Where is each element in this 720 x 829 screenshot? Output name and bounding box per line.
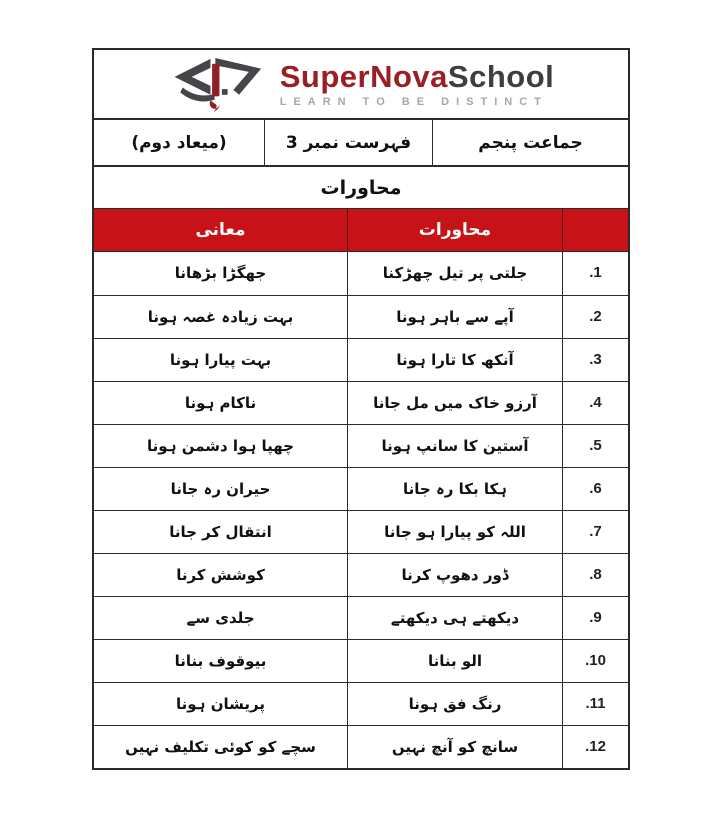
column-header-idioms: محاورات [347, 209, 562, 251]
table-row [94, 553, 628, 596]
idiom-cell: ڈور دھوپ کرنا [347, 554, 562, 596]
brand-tagline: LEARN TO BE DISTINCT [279, 95, 548, 108]
list-number-label: فہرست نمبر 3 [264, 120, 432, 165]
table-row [94, 381, 628, 424]
idiom-cell: ہکا بکا رہ جانا [347, 468, 562, 510]
row-number: .7 [562, 511, 628, 553]
row-number: .5 [562, 425, 628, 467]
brand-name [279, 58, 555, 94]
row-number: .9 [562, 597, 628, 639]
row-number: .8 [562, 554, 628, 596]
logo-band [94, 50, 628, 120]
meaning-cell: بیوقوف بنانا [174, 651, 267, 670]
table-row [94, 467, 628, 510]
table-row [94, 725, 628, 768]
meaning-cell: بہت زیادہ غصہ ہونا [147, 307, 294, 326]
meaning-cell: ناکام ہونا [184, 393, 257, 412]
brand-name-supernova: SuperNova [279, 58, 448, 94]
meaning-cell: پریشان ہونا [176, 694, 265, 713]
row-number: .11 [562, 683, 628, 725]
column-header-meanings: معانی [195, 220, 246, 240]
meaning-cell: حیران رہ جانا [170, 479, 271, 498]
row-number: .6 [562, 468, 628, 510]
column-header-number [562, 209, 628, 251]
class-label: جماعت پنجم [432, 120, 628, 165]
meaning-cell: چھپا ہوا دشمن ہونا [147, 436, 294, 455]
meaning-cell: انتقال کر جانا [169, 522, 272, 541]
meaning-cell: کوشش کرنا [176, 565, 265, 584]
term-label: (میعاد دوم) [131, 132, 227, 153]
graduation-cap-logo-icon [168, 54, 266, 116]
idiom-cell: اللہ کو پیارا ہو جانا [347, 511, 562, 553]
meaning-cell: بہت پیارا ہونا [169, 350, 272, 369]
row-number: .2 [562, 296, 628, 338]
row-number: .1 [562, 252, 628, 295]
table-row [94, 252, 628, 295]
row-number: .3 [562, 339, 628, 381]
table-header-row [94, 209, 628, 252]
table-row [94, 424, 628, 467]
meaning-cell: سچے کو کوئی تکلیف نہیں [125, 737, 316, 756]
table-row [94, 639, 628, 682]
idiom-cell: الو بنانا [347, 640, 562, 682]
idiom-cell: آرزو خاک میں مل جانا [347, 382, 562, 424]
brand-text-block [279, 58, 555, 108]
table-row [94, 682, 628, 725]
idiom-cell: رنگ فق ہونا [347, 683, 562, 725]
meaning-cell: جھگڑا بڑھانا [174, 264, 267, 283]
idiom-cell: آپے سے باہر ہونا [347, 296, 562, 338]
brand-name-school: School [447, 58, 555, 94]
table-row [94, 596, 628, 639]
table-row [94, 295, 628, 338]
idiom-cell: جلتی پر تیل چھڑکنا [347, 252, 562, 295]
meaning-cell: جلدی سے [186, 608, 255, 627]
worksheet-sheet [92, 48, 630, 770]
row-number: .12 [562, 726, 628, 768]
idiom-cell: آنکھ کا تارا ہونا [347, 339, 562, 381]
idiom-cell: آستین کا سانپ ہونا [347, 425, 562, 467]
document-header-row [94, 120, 628, 167]
table-row [94, 510, 628, 553]
idiom-cell: سانچ کو آنچ نہیں [347, 726, 562, 768]
section-title: محاورات [94, 167, 628, 209]
row-number: .4 [562, 382, 628, 424]
row-number: .10 [562, 640, 628, 682]
idiom-cell: دیکھتے ہی دیکھتے [347, 597, 562, 639]
table-row [94, 338, 628, 381]
